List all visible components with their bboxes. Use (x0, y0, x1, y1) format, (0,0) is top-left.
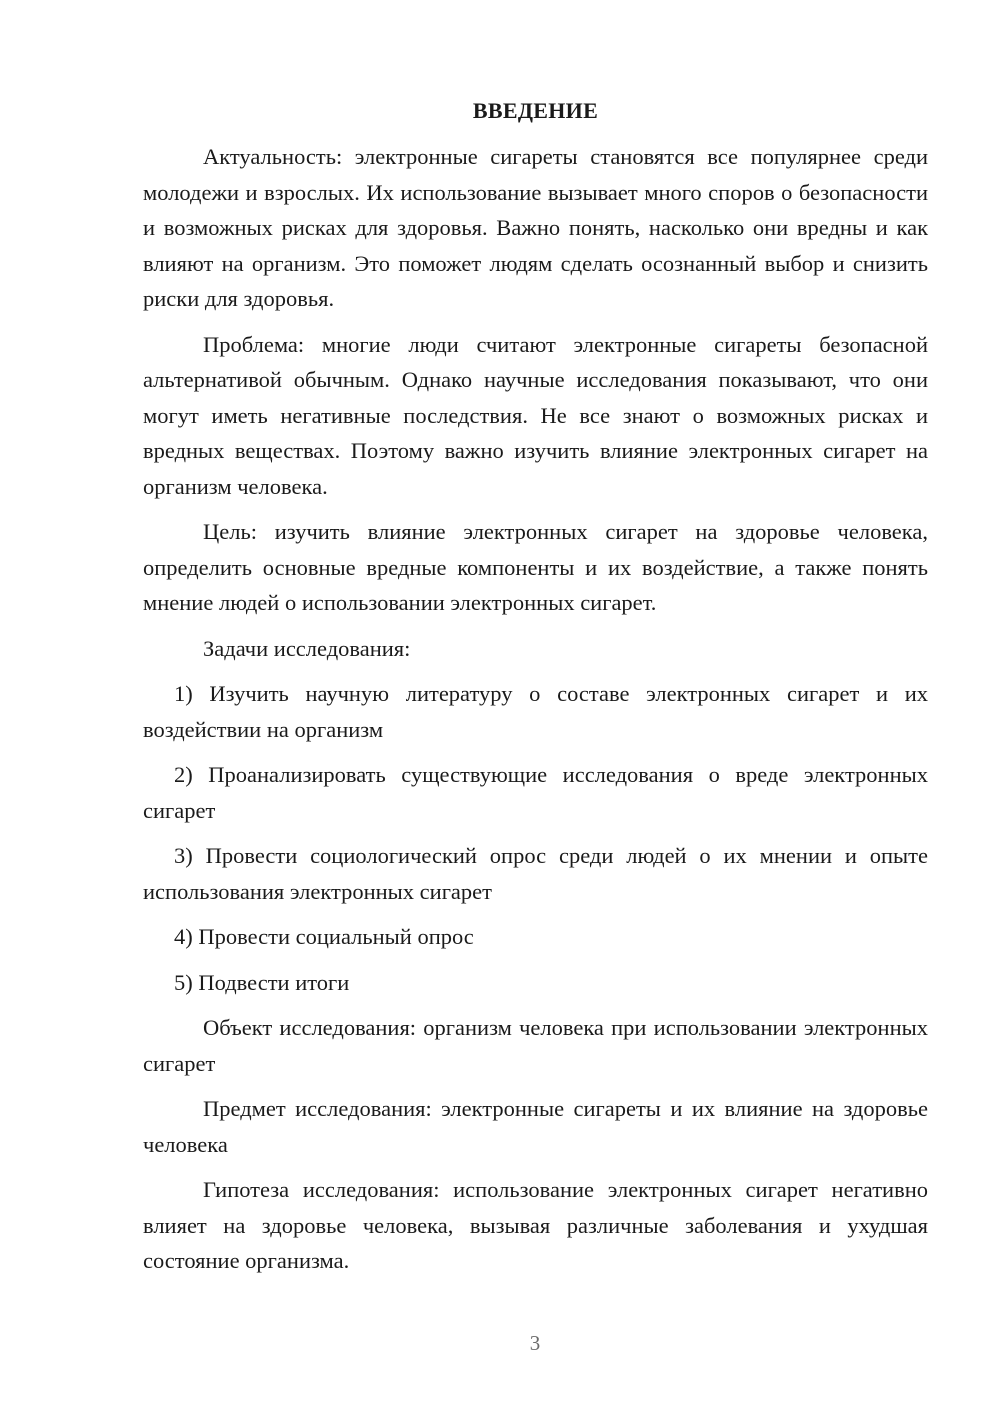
paragraph-relevance: Актуальность: электронные сигареты становятся все популярнее среди молодежи и взрослых. Их использование вызывает много споров о безопасности и возможных рисках для здоровья. Важно понять, насколько они вредны и как влияют на организм. Это поможет людям сделать осознанный выбор и снизить риски для здоровья. (143, 144, 928, 311)
section-title: ВВЕДЕНИЕ (472, 98, 599, 123)
paragraph-object: Объект исследования: организм человека при использовании электронных сигарет (143, 1015, 928, 1076)
document-page (143, 96, 928, 1279)
list-item-task-1: 1) Изучить научную литературу о составе электронных сигарет и их воздействии на организм (143, 681, 928, 742)
paragraph-hypothesis: Гипотеза исследования: использование электронных сигарет негативно влияет на здоровье человека, вызывая различные заболевания и ухудшая состояние организма. (143, 1177, 928, 1273)
list-item-task-2: 2) Проанализировать существующие исследования о вреде электронных сигарет (143, 762, 928, 823)
list-item-task-3: 3) Провести социологический опрос среди людей о их мнении и опыте использования электронных сигарет (143, 843, 928, 904)
paragraph-goal: Цель: изучить влияние электронных сигарет на здоровье человека, определить основные вредные компоненты и их воздействие, а также понять мнение людей о использовании электронных сигарет. (143, 519, 928, 615)
paragraph-problem: Проблема: многие люди считают электронные сигареты безопасной альтернативой обычным. Однако научные исследования показывают, что они могут иметь негативные последствия. Не все знают о возможных рисках и вредных веществах. Поэтому важно изучить влияние электронных сигарет на организм человека. (143, 331, 928, 499)
page-number: 3 (529, 1331, 541, 1355)
paragraph-subject: Предмет исследования: электронные сигареты и их влияние на здоровье человека (143, 1096, 928, 1157)
list-item-task-5: 5) Подвести итоги (174, 969, 350, 995)
tasks-heading: Задачи исследования: (203, 635, 411, 661)
list-item-task-4: 4) Провести социальный опрос (174, 924, 474, 949)
